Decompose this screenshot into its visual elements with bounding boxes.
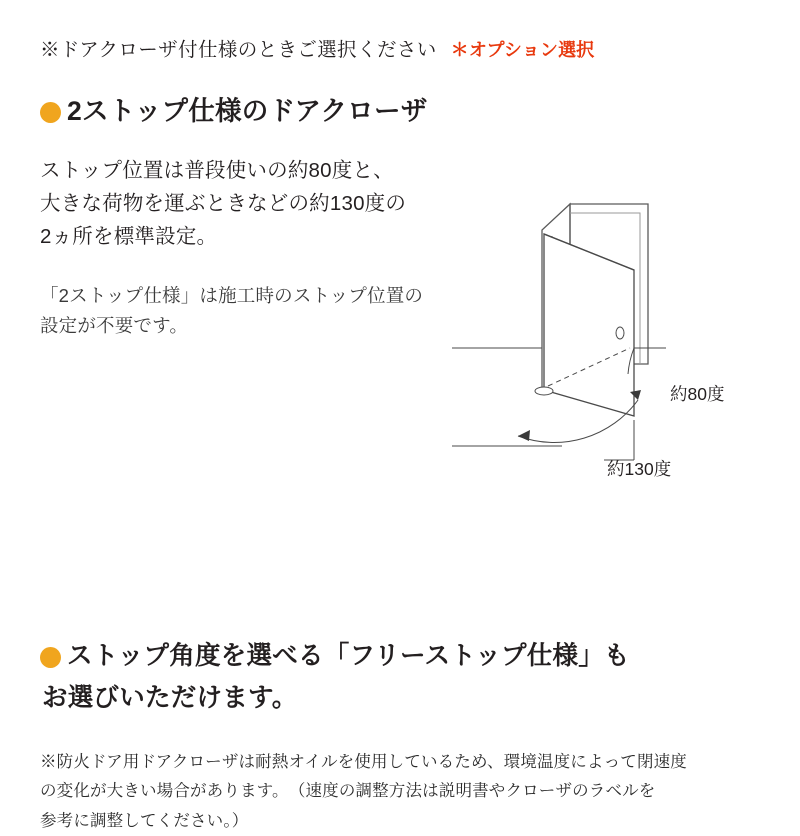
- section-heading-line2: お選びいただけます。: [42, 683, 298, 712]
- paragraph-line: 設定が不要です。: [40, 315, 189, 337]
- label-angle-130: 約130度: [607, 459, 672, 479]
- footnote-line: ※防火ドア用ドアクローザは耐熱オイルを使用しているため、環境温度によって閉速度: [40, 752, 687, 771]
- bullet-circle-icon: [40, 647, 61, 668]
- bullet-circle-icon: [40, 102, 61, 123]
- section-heading-label: 2ストップ仕様のドアクローザ: [67, 96, 428, 126]
- top-note-row: [40, 34, 760, 62]
- paragraph-line: 2ヵ所を標準設定。: [40, 225, 218, 249]
- selection-note: ※ドアクローザ付仕様のときご選択ください: [40, 39, 437, 61]
- section-heading-label: ストップ角度を選べる「フリーストップ仕様」も: [67, 642, 630, 671]
- paragraph-stop-positions: [40, 154, 510, 254]
- footnote-line: 参考に調整してください。）: [40, 811, 249, 830]
- paragraph-line: 「2ストップ仕様」は施工時のストップ位置の: [40, 285, 424, 307]
- paragraph-line: ストップ位置は普段使いの約80度と、: [40, 158, 394, 182]
- section-heading-two-stop: [40, 96, 760, 128]
- section-heading-free-stop: [40, 641, 760, 672]
- label-angle-80: 約80度: [670, 384, 725, 404]
- option-selection-tag: ＊オプション選択: [450, 40, 595, 60]
- paragraph-no-setup-needed: [40, 281, 510, 341]
- footnote-line: の変化が大きい場合があります。 （速度の調整方法は説明書やクローザのラベルを: [40, 782, 656, 801]
- paragraph-line: 大きな荷物を運ぶときなどの約130度の: [40, 192, 407, 215]
- footnote-block: [40, 748, 740, 836]
- door-closer-stop-angle-diagram: [452, 178, 782, 508]
